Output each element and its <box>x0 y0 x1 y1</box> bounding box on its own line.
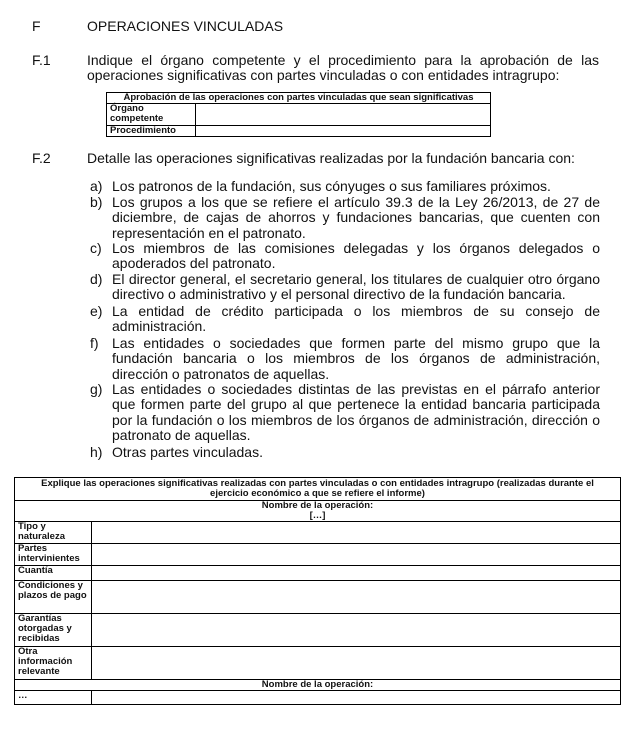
list-item-label: c) <box>90 240 102 256</box>
operation-row-label: Partes intervinientes <box>15 544 92 566</box>
f1-code: F.1 <box>32 52 51 68</box>
list-item-text: La entidad de crédito participada o los miembros de su consejo de administración. <box>112 303 600 335</box>
operation-row-value <box>92 614 621 647</box>
operations-table <box>14 477 621 705</box>
list-item-e <box>90 303 600 335</box>
list-item-h <box>90 444 600 460</box>
operation-row-value <box>92 544 621 566</box>
f2-code: F.2 <box>32 150 51 166</box>
list-item-label: g) <box>90 381 103 397</box>
list-item-a <box>90 178 600 194</box>
list-item-text: Las entidades o sociedades distintas de las previstas en el párrafo anterior que formen parte del grupo al que pertenece la entidad bancaria participada por la fundación o los miembros de los órganos de administración, dirección o patronato de aquellas. <box>112 381 600 443</box>
list-item-text: Las entidades o sociedades que formen parte del mismo grupo que la fundación bancaria o los miembros de los órganos de administración, dirección o patronatos de aquellas. <box>112 335 600 382</box>
approval-table-header: Aprobación de las operaciones con partes vinculadas que sean significativas <box>107 93 491 104</box>
operation-row-value <box>92 647 621 680</box>
list-item-d <box>90 271 600 303</box>
section-code: F <box>32 18 41 34</box>
approval-row-label: Procedimiento <box>107 126 196 137</box>
operation-name-label-2: Nombre de la operación: <box>15 680 621 691</box>
list-item-label: d) <box>90 271 103 287</box>
list-item-text: Los patronos de la fundación, sus cónyuges o sus familiares próximos. <box>112 178 551 194</box>
operations-table-header: Explique las operaciones significativas realizadas con partes vinculadas o con entidades intragrupo (realizadas durante el ejercicio económico a que se refiere el informe) <box>15 478 621 501</box>
operation-row-label: Cuantía <box>15 566 92 581</box>
list-item-label: a) <box>90 178 103 194</box>
operation-ellipsis: … <box>15 691 92 705</box>
section-title: OPERACIONES VINCULADAS <box>87 18 284 34</box>
list-item-text: Los miembros de las comisiones delegadas y los órganos delegados o apoderados del patronato. <box>112 240 600 272</box>
f1-text: Indique el órgano competente y el procedimiento para la aprobación de las operaciones significativas con partes vinculadas o con entidades intragrupo: <box>87 52 599 83</box>
operation-name-label: Nombre de la operación: <box>261 500 374 511</box>
operation-row-value <box>92 522 621 544</box>
f2-text: Detalle las operaciones significativas realizadas por la fundación bancaria con: <box>87 150 575 166</box>
operation-row-label: Garantías otorgadas y recibidas <box>15 614 92 647</box>
operation-name-placeholder: […] <box>309 510 326 521</box>
list-item-label: e) <box>90 303 103 319</box>
list-item-label: f) <box>90 335 99 351</box>
approval-table <box>106 92 491 137</box>
operation-row-label: Tipo y naturaleza <box>15 522 92 544</box>
list-item-b <box>90 194 600 241</box>
approval-row-value <box>196 126 491 137</box>
list-item-text: Otras partes vinculadas. <box>112 444 263 460</box>
list-item-text: El director general, el secretario general, los titulares de cualquier otro órgano directivo o administrativo y el personal directivo de la fundación bancaria. <box>112 271 600 303</box>
list-item-label: h) <box>90 444 103 460</box>
operation-row-value <box>92 691 621 705</box>
operation-row-value <box>92 581 621 614</box>
list-item-g <box>90 381 600 443</box>
list-item-f <box>90 335 600 382</box>
operation-row-label: Condiciones y plazos de pago <box>15 581 92 614</box>
operation-name-cell <box>15 501 621 522</box>
approval-row-value <box>196 104 491 126</box>
approval-row-label: Órgano competente <box>107 104 196 126</box>
list-item-text: Los grupos a los que se refiere el artículo 39.3 de la Ley 26/2013, de 27 de diciembre, de cajas de ahorros y fundaciones bancarias, que cuenten con representación en el patronato. <box>112 194 600 241</box>
list-item-c <box>90 240 600 272</box>
operation-row-label: Otra información relevante <box>15 647 92 680</box>
operation-row-value <box>92 566 621 581</box>
list-item-label: b) <box>90 194 103 210</box>
